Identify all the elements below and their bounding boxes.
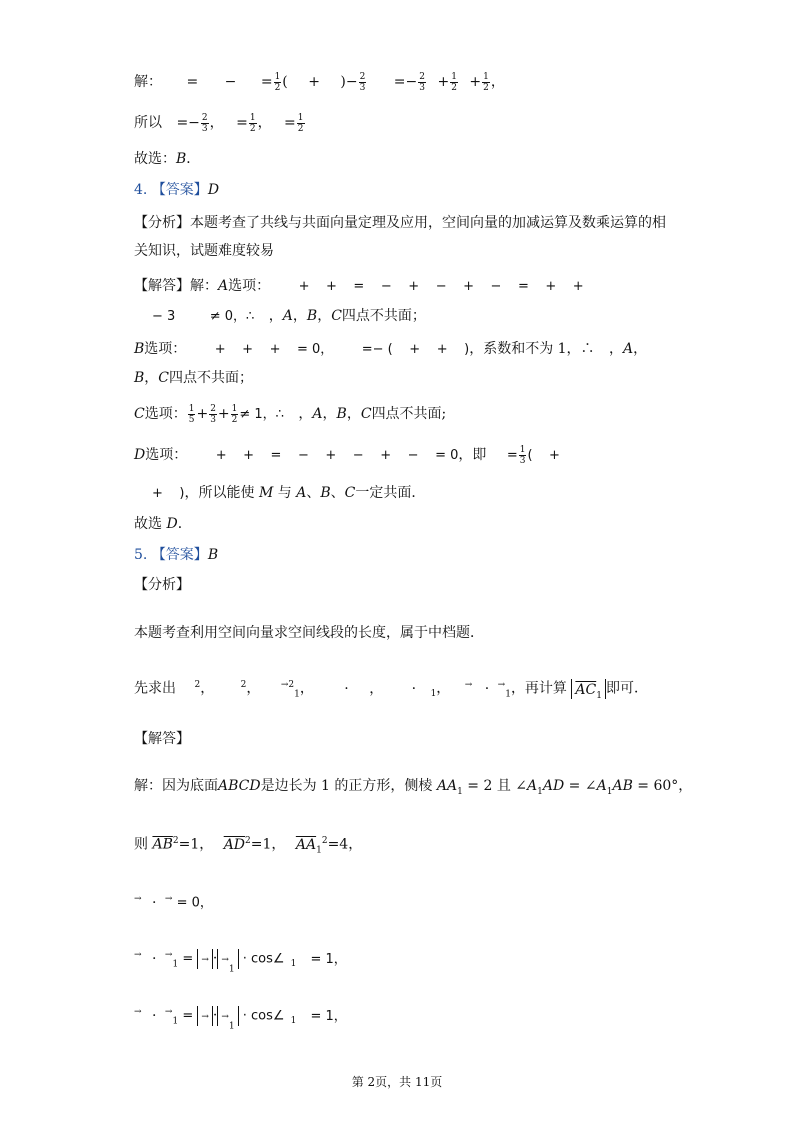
text: ， <box>317 308 332 324</box>
text: A <box>282 308 293 324</box>
vector-magnitude: $\overline{AC}_1$ <box>571 679 606 699</box>
solution-text-2 <box>134 830 362 861</box>
option-c-line <box>134 403 446 426</box>
analysis-line-2 <box>134 240 274 262</box>
text: B <box>134 341 145 357</box>
text: C <box>360 406 372 422</box>
text: C <box>158 370 170 386</box>
text: =1， <box>178 836 214 853</box>
text: ，所以能使 <box>184 485 255 501</box>
text: )− <box>340 74 358 90</box>
vector-arrow: → <box>164 1007 173 1017</box>
text: ， <box>436 680 451 697</box>
vector-arrow: → <box>134 1007 142 1017</box>
subscript: 1 <box>505 689 511 700</box>
text: ，再计算 <box>510 680 567 697</box>
vector-arrow: → <box>280 680 289 690</box>
text: = <box>260 74 273 90</box>
text: 选项： <box>228 278 271 294</box>
vector-arrow: → <box>464 680 473 690</box>
text: 选项： <box>144 406 187 422</box>
analysis-line-1 <box>134 212 666 234</box>
math-expression: · cos∠ <box>238 1008 285 1024</box>
text: =− <box>176 115 200 131</box>
superscript: 2 <box>172 836 179 846</box>
subscript: 1 <box>290 1016 297 1027</box>
text: 解：因为底面 <box>134 778 218 794</box>
fraction: $\frac{1}{2}$ <box>483 71 489 93</box>
text: ， <box>322 406 337 422</box>
text: + <box>437 74 450 90</box>
text: =4， <box>327 836 363 853</box>
text: 【分析】本题考查了共线与共面向量定理及应用，空间向量的加减运算及数乘运算的相 <box>134 215 666 231</box>
text: ， <box>292 308 307 324</box>
vector-arrow: → <box>134 894 142 904</box>
text: = ∠ <box>564 778 597 794</box>
dot-product-2 <box>134 944 347 975</box>
vector-magnitude: → <box>197 949 213 969</box>
math-expression: + + = − + − + − = 0 <box>215 448 459 463</box>
vector-arrow: → <box>164 950 173 960</box>
option-b-line-2 <box>134 367 253 389</box>
solution-heading <box>134 728 190 750</box>
answer-label: 5. 【答案】 <box>134 547 208 563</box>
math-expression: = <box>506 448 518 463</box>
text: 与 <box>277 485 292 501</box>
vector-magnitude: →$_1$ <box>217 949 238 969</box>
text: ，即 <box>458 447 487 463</box>
superscript: 2 <box>240 680 247 690</box>
text: 关知识，试题难度较易 <box>134 243 274 259</box>
math-expression: = 1， <box>306 951 347 967</box>
subscript: 1 <box>606 786 613 797</box>
text: B <box>176 151 187 167</box>
text: ， <box>298 406 313 422</box>
text: =1， <box>250 836 286 853</box>
subscript: 1 <box>172 959 179 970</box>
text: · <box>411 680 417 697</box>
fraction: $\frac{2}{3}$ <box>419 71 425 93</box>
text: = <box>236 115 248 131</box>
text: A <box>596 778 607 794</box>
text: C <box>134 406 145 422</box>
math-expression: =− ( + + ) <box>361 342 470 357</box>
text: 则 <box>134 836 148 853</box>
text: ， <box>490 74 505 90</box>
text: + <box>217 406 230 422</box>
text: C <box>331 308 342 324</box>
fraction: $\frac{2}{3}$ <box>359 71 366 93</box>
answer-heading-4 <box>134 179 219 201</box>
superscript: 2 <box>194 680 201 690</box>
text: − <box>224 74 237 90</box>
text: · <box>152 1007 157 1024</box>
text: D <box>207 182 220 198</box>
fraction: $\frac{1}{2}$ <box>274 71 281 93</box>
subscript: 1 <box>457 786 463 797</box>
text: 解： <box>134 74 162 90</box>
choice-line-d <box>134 513 192 535</box>
vector-arrow: → <box>134 950 142 960</box>
text: ，系数和不为 1，∴ <box>469 341 595 357</box>
math-expression: · cos∠ <box>238 951 285 967</box>
text: 四点不共面； <box>169 370 254 386</box>
subscript: 1 <box>430 689 437 700</box>
text: · <box>152 950 157 967</box>
text: 即可． <box>605 680 648 697</box>
vector-ad: $\overline{AD}$ <box>223 836 246 853</box>
analysis-heading <box>134 574 190 596</box>
text: ， <box>246 680 261 697</box>
vector-aa1: $\overline{AA}$ <box>295 836 317 853</box>
fraction: $\frac{2}{3}$ <box>210 403 216 425</box>
text: M <box>258 485 274 501</box>
text: = <box>186 74 199 90</box>
text: D <box>166 516 178 532</box>
fraction: $\frac{1}{2}$ <box>451 71 457 93</box>
vector-magnitude: →$_1$ <box>217 1006 238 1026</box>
fraction: $\frac{1}{2}$ <box>297 112 304 134</box>
answer-heading-5 <box>134 544 218 566</box>
text: ， <box>346 406 361 422</box>
solution-text-1 <box>134 775 692 803</box>
text: 、 <box>330 485 345 501</box>
math-expression: + ) <box>152 486 185 501</box>
text: · <box>484 680 490 697</box>
text: ， <box>369 680 384 697</box>
text: ， <box>299 680 314 697</box>
text: ， <box>144 370 159 386</box>
superscript: 2 <box>288 680 295 690</box>
math-expression: + + = − + − + − = + + <box>298 279 584 294</box>
math-expression: − 3 <box>152 309 176 324</box>
text: ， <box>268 308 283 324</box>
text: ， <box>209 115 224 131</box>
math-expression: ( + <box>527 448 560 463</box>
subscript: 1 <box>172 1016 179 1027</box>
text: ABCD <box>218 778 261 794</box>
vector-magnitude: → <box>197 1006 213 1026</box>
text: 本题考查利用空间向量求空间线段的长度，属于中档题． <box>134 625 484 641</box>
text: =− <box>393 74 418 90</box>
text: 是边长为 1 的正方形，侧棱 <box>260 778 433 794</box>
vector-ab: $\overline{AB}$ <box>152 836 173 853</box>
superscript: 2 <box>245 836 251 846</box>
text: B <box>320 485 331 501</box>
text: · <box>212 950 218 967</box>
text: 、 <box>306 485 321 501</box>
dot-product-3 <box>134 1001 347 1032</box>
text: B <box>134 370 145 386</box>
text: C <box>344 485 356 501</box>
text: + <box>308 74 320 90</box>
vector-arrow: → <box>164 894 173 904</box>
fraction: $\frac{1}{2}$ <box>249 112 256 134</box>
text: = 2 且 ∠ <box>462 778 528 794</box>
fraction: $\frac{1}{3}$ <box>519 444 526 466</box>
text: AA <box>436 778 458 794</box>
text: ， <box>200 680 215 697</box>
text: 四点不共面; <box>371 406 447 422</box>
text: 所以 <box>134 115 162 131</box>
text: ， <box>609 341 624 357</box>
text: ． <box>186 151 201 167</box>
text: ， <box>633 341 648 357</box>
fraction: $\frac{1}{5}$ <box>188 403 195 425</box>
math-expression: ≠ 1，∴ <box>239 407 284 422</box>
text: 【解答】 <box>134 731 190 747</box>
superscript: 2 <box>321 836 328 846</box>
text: 一定共面． <box>355 485 426 501</box>
text: 选项： <box>145 447 188 463</box>
text: ， <box>257 115 272 131</box>
option-a-line-1 <box>134 275 584 298</box>
math-expression: = <box>178 951 198 967</box>
analysis-text <box>134 622 484 644</box>
dot-product-1 <box>134 888 213 915</box>
text: B <box>207 547 219 563</box>
text: + <box>469 74 482 90</box>
text: 故选： <box>134 151 176 167</box>
fraction: $\frac{1}{2}$ <box>231 403 238 425</box>
option-d-line-2 <box>152 482 425 505</box>
math-expression: ≠ 0，∴ <box>209 309 255 324</box>
text: D <box>134 447 146 463</box>
method-line <box>134 674 648 705</box>
text: A <box>296 485 307 501</box>
text: + <box>196 406 209 422</box>
subscript: 1 <box>294 689 300 700</box>
text: = <box>284 115 296 131</box>
text: 【分析】 <box>134 577 190 593</box>
text: AD <box>542 778 565 794</box>
text: A <box>312 406 323 422</box>
text: · <box>152 894 157 911</box>
text: B <box>336 406 347 422</box>
option-b-line-1 <box>134 338 647 361</box>
choice-line <box>134 148 200 170</box>
text: 四点不共面； <box>341 308 426 324</box>
page-footer: 第 2页，共 11页 <box>351 1075 443 1089</box>
text: · <box>344 680 349 697</box>
text: 故选 <box>134 516 162 532</box>
text: B <box>306 308 318 324</box>
answer-label: 4. 【答案】 <box>134 182 208 198</box>
fraction: $\frac{2}{3}$ <box>201 112 208 134</box>
text: 选项： <box>144 341 187 357</box>
solution-line-2 <box>134 112 306 134</box>
math-expression: = 1， <box>306 1008 347 1024</box>
text: ( <box>282 74 288 90</box>
option-d-line-1 <box>134 444 560 467</box>
text: A <box>527 778 538 794</box>
subscript: 1 <box>290 959 297 970</box>
text: · <box>212 1007 218 1024</box>
text: A <box>623 341 634 357</box>
text: 【解答】解： <box>134 278 218 294</box>
option-a-line-2 <box>152 305 426 328</box>
math-expression: + + + = 0， <box>214 342 334 357</box>
text: ． <box>177 516 192 532</box>
math-expression: = 0， <box>172 895 213 911</box>
text: 先求出 <box>134 680 176 697</box>
subscript: 1 <box>316 845 322 856</box>
solution-line-1 <box>134 71 505 93</box>
text: = 60°， <box>632 778 693 794</box>
text: A <box>218 278 229 294</box>
vector-arrow: → <box>497 680 506 690</box>
text: AB <box>612 778 633 794</box>
math-expression: = <box>178 1008 198 1024</box>
subscript: 1 <box>537 786 543 797</box>
